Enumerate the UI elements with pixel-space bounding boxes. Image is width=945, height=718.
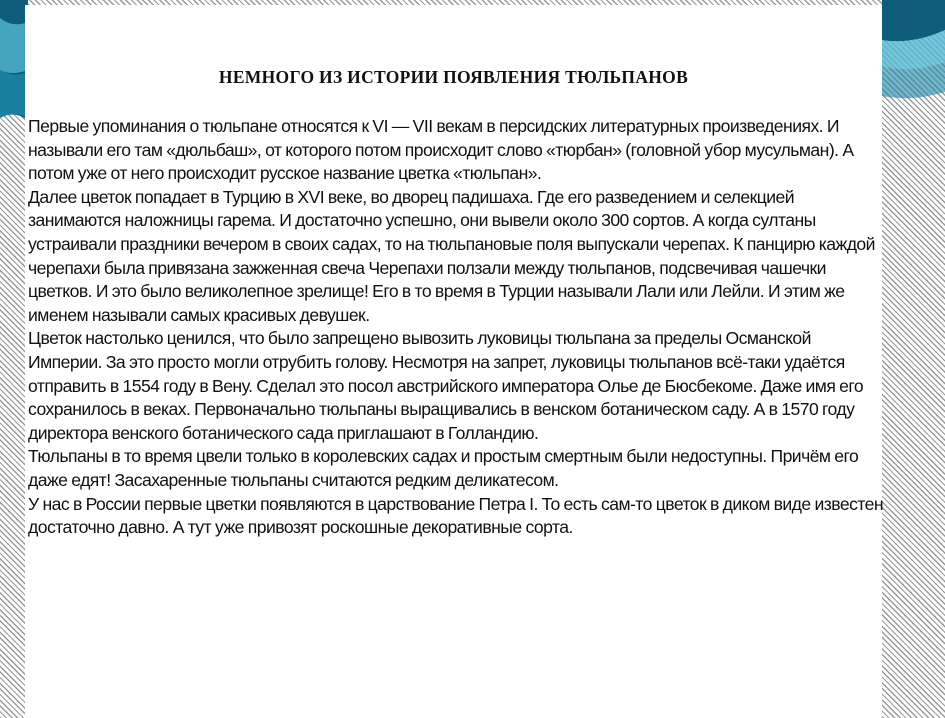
paragraph-russia: У нас в России первые цветки появляются в царствование Петра I. То есть сам-то цветок в диком виде известен достаточно давно. А тут уже привозят роскошные декоративные сорта. xyxy=(28,493,884,538)
wave-right-dark xyxy=(882,0,945,41)
wave-left-dark xyxy=(0,0,28,120)
slide-content-panel xyxy=(25,5,882,718)
wave-left-mid xyxy=(0,70,28,118)
slide-body-text xyxy=(28,115,888,540)
paragraph-export: Цветок настолько ценился, что было запрещено вывозить луковицы тюльпана за пределы Османской Империи. За это просто могли отрубить голову. Несмотря на запрет, луковицы тюльпанов всё-таки удаётся отправить в 1554 году в Вену. Сделал это посол австрийского императора Олье де Бюсбекоме. Даже имя его сохранилось в веках. Первоначально тюльпаны выращивались в венском ботаническом саду. А в 1570 году директора венского ботанического сада приглашают в Голландию. xyxy=(28,328,864,443)
wave-right-light xyxy=(882,30,945,69)
wave-left-light xyxy=(0,18,28,73)
wave-right-mid xyxy=(882,62,945,98)
slide-title: НЕМНОГО ИЗ ИСТОРИИ ПОЯВЛЕНИЯ ТЮЛЬПАНОВ xyxy=(218,67,689,87)
paragraph-turkey: Далее цветок попадает в Турцию в XVI веке, во дворец падишаха. Где его разведением и селекцией занимаются наложницы гарема. И достаточно успешно, они вывели около 300 сортов. А когда султаны устраивали праздники вечером в своих садах, то на тюльпановые поля выпускали черепах. К панцирю каждой черепахи была привязана зажженная свеча Черепахи ползали между тюльпанов, подсвечивая чашечки цветков. И это было великолепное зрелище! Его в то время в Турции называли Лали или Лейли. И этим же именем называли самых красивых девушек. xyxy=(28,186,875,325)
paragraph-royal-gardens: Тюльпаны в то время цвели только в королевских садах и простым смертным были недоступны. Причём его даже едят! Засахаренные тюльпаны считаются редким деликатесом. xyxy=(28,446,859,490)
paragraph-origin: Первые упоминания о тюльпане относятся к VI — VII векам в персидских литературных произведениях. И называли его там «дюльбаш», от которого потом происходит слово «тюрбан» (головной убор мусульман). А потом уже от него происходит русское название цветка «тюльпан». xyxy=(28,116,854,184)
